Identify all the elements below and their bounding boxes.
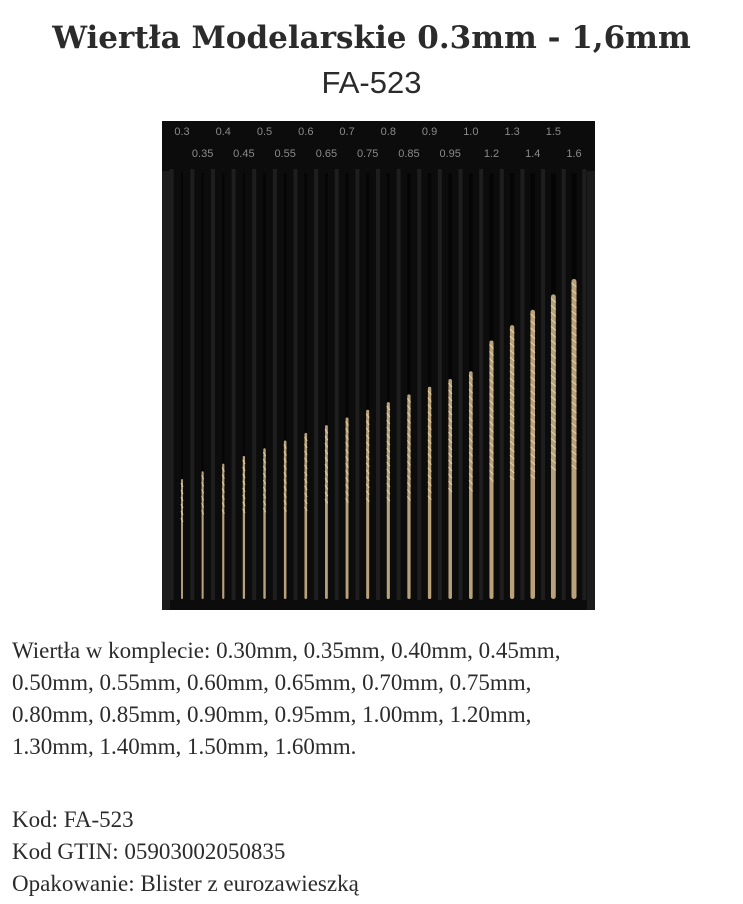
size-label: 0.4 [215, 126, 231, 138]
size-label: 1.5 [545, 126, 562, 138]
holder-rib [314, 169, 318, 600]
holder-rib [170, 169, 174, 600]
drill-shank [366, 173, 369, 410]
description-line: 1.30mm, 1.40mm, 1.50mm, 1.60mm. [12, 734, 357, 759]
description-line: 0.80mm, 0.85mm, 0.90mm, 0.95mm, 1.00mm, 1.20mm, [12, 702, 532, 727]
size-label: 0.9 [421, 126, 438, 138]
drill-set-description [12, 635, 732, 763]
product-photo [162, 121, 595, 610]
drill-shank [407, 173, 410, 394]
drill-bit [551, 294, 556, 599]
holder-edge [162, 171, 170, 610]
holder-rib [500, 169, 504, 600]
holder-rib [273, 169, 277, 600]
drill-shank [222, 173, 224, 464]
holder-rib [520, 169, 524, 600]
drill-shank [510, 173, 514, 325]
drill-shank [571, 173, 576, 279]
drill-shank [202, 173, 204, 471]
size-label: 0.65 [315, 148, 338, 160]
drill-bit [284, 441, 287, 599]
holder-edge [587, 171, 595, 610]
drill-shank [530, 173, 535, 310]
holder-rib [335, 169, 339, 600]
holder-rib [211, 169, 215, 600]
drill-shank [346, 173, 349, 417]
description-line: Wiertła w komplecie: 0.30mm, 0.35mm, 0.40mm, 0.45mm, [12, 638, 561, 663]
drill-shank [304, 173, 307, 433]
holder-rib [562, 169, 566, 600]
size-label: 1.4 [525, 148, 541, 160]
product-code: Kod: FA-523 [12, 807, 134, 832]
drill-shank [387, 173, 390, 402]
drill-shank [428, 173, 431, 387]
packaging-info: Opakowanie: Blister z eurozawieszką [12, 871, 359, 896]
size-label: 0.5 [256, 126, 273, 138]
drill-shank [325, 173, 328, 425]
drill-shank [448, 173, 451, 379]
holder-rib [438, 169, 442, 600]
drill-shank [469, 173, 473, 371]
gtin-code: Kod GTIN: 05903002050835 [12, 839, 286, 864]
holder-rib [541, 169, 545, 600]
holder-rib [479, 169, 483, 600]
holder-rib [459, 169, 463, 600]
product-code-heading: FA-523 [321, 65, 422, 100]
drill-shank [243, 173, 245, 456]
drill-bit [263, 448, 265, 599]
description-line: 0.50mm, 0.55mm, 0.60mm, 0.65mm, 0.70mm, 0.75mm, [12, 670, 532, 695]
product-title: Wiertła Modelarskie 0.3mm - 1,6mm [52, 20, 691, 56]
drill-shank [181, 173, 183, 479]
holder-rib [397, 169, 401, 600]
holder-rib [293, 169, 297, 600]
size-label: 1.3 [504, 126, 520, 138]
product-info [12, 804, 732, 900]
drill-shank [263, 173, 265, 448]
holder-rib [355, 169, 359, 600]
holder-rib [582, 169, 586, 600]
drill-bit [489, 341, 493, 599]
holder-rib [376, 169, 380, 600]
size-label: 0.75 [356, 148, 379, 160]
size-label: 0.8 [380, 126, 396, 138]
size-label: 0.55 [274, 148, 296, 160]
size-label: 0.7 [339, 126, 355, 138]
size-label: 0.95 [439, 148, 461, 160]
holder-rib [190, 169, 194, 600]
drill-shank [284, 173, 287, 441]
size-label: 0.3 [174, 126, 190, 138]
holder-rib [232, 169, 236, 600]
size-label: 1.0 [463, 126, 479, 138]
holder-rib [252, 169, 256, 600]
drill-shank [489, 173, 493, 341]
size-label: 1.6 [566, 148, 582, 160]
size-label: 0.45 [233, 148, 255, 160]
size-label: 0.6 [298, 126, 314, 138]
size-label: 1.2 [483, 148, 500, 160]
size-label: 0.85 [398, 148, 420, 160]
drill-set-illustration [162, 121, 595, 610]
drill-shank [551, 173, 556, 294]
size-label: 0.35 [191, 148, 214, 160]
holder-rib [417, 169, 421, 600]
